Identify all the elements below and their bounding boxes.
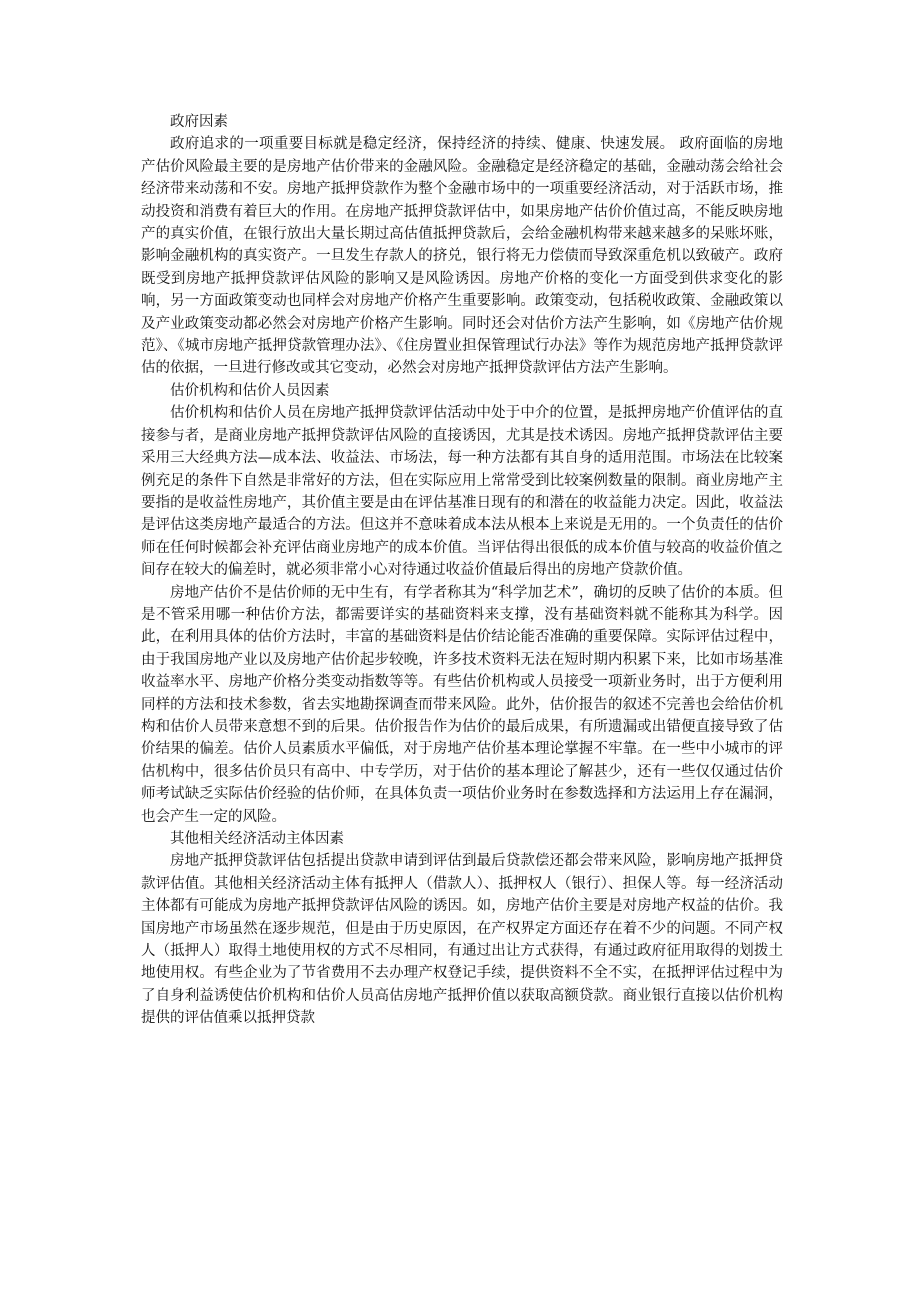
- section-other-entities: [141, 828, 783, 1030]
- paragraph: 房地产抵押贷款评估包括提出贷款申请到评估到最后贷款偿还都会带来风险，影响房地产抵押贷款评估值。其他相关经济活动主体有抵押人（借款人）、抵押权人（银行）、担保人等。每一经济活动主体都有可能成为房地产抵押贷款评估风险的诱因。如，房地产估价主要是对房地产权益的估价。我国房地产市场虽然在逐步规范，但是由于历史原因，在产权界定方面还存在着不少的问题。不同产权人（抵押人）取得土地使用权的方式不尽相同，有通过出让方式获得，有通过政府征用取得的划拨土地使用权。有些企业为了节省费用不去办理产权登记手续，提供资料不全不实，在抵押评估过程中为了自身利益诱使估价机构和估价人员高估房地产抵押价值以获取高额贷款。商业银行直接以估价机构提供的评估值乘以抵押贷款: [141, 853, 783, 1027]
- paragraph: 政府追求的一项重要目标就是稳定经济，保持经济的持续、健康、快速发展。 政府面临的房地产估价风险最主要的是房地产估价带来的金融风险。金融稳定是经济稳定的基础，金融动荡会给社会经济带来动荡和不安。房地产抵押贷款作为整个金融市场中的一项重要经济活动，对于活跃市场，推动投资和消费有着巨大的作用。在房地产抵押贷款评估中，如果房地产估价价值过高，不能反映房地产的真实价值，在银行放出大量长期过高估值抵押贷款后，会给金融机构带来越来越多的呆账坏账，影响金融机构的真实资产。一旦发生存款人的挤兑，银行将无力偿债而导致深重危机以致破产。政府既受到房地产抵押贷款评估风险的影响又是风险诱因。房地产价格的变化一方面受到供求变化的影响，另一方面政策变动也同样会对房地产价格产生重要影响。政策变动，包括税收政策、金融政策以及产业政策变动都必然会对房地产价格产生影响。同时还会对估价方法产生影响，如《房地产估价规范》、《城市房地产抵押贷款管理办法》、《住房置业担保管理试行办法》等作为规范房地产抵押贷款评估的依据，一旦进行修改或其它变动，必然会对房地产抵押贷款评估方法产生影响。: [141, 136, 783, 377]
- paragraph: 估价机构和估价人员在房地产抵押贷款评估活动中处于中介的位置，是抵押房地产价值评估的直接参与者，是商业房地产抵押贷款评估风险的直接诱因，尤其是技术诱因。房地产抵押贷款评估主要采用三大经典方法—成本法、收益法、市场法，每一种方法都有其自身的适用范围。市场法在比较案例充足的条件下自然是非常好的方法，但在实际应用上常常受到比较案例数量的限制。商业房地产主要指的是收益性房地产，其价值主要是由在评估基准日现有的和潜在的收益能力决定。因此，收益法是评估这类房地产最适合的方法。但这并不意味着成本法从根本上来说是无用的。一个负责任的估价师在任何时候都会补充评估商业房地产的成本价值。当评估得出很低的成本价值与较高的收益价值之间存在较大的偏差时，就必须非常小心对待通过收益价值最后得出的房地产贷款价值。: [141, 405, 783, 579]
- section-government: [141, 111, 783, 380]
- document-body: [141, 111, 783, 1030]
- section-heading: 政府因素: [170, 114, 228, 130]
- section-heading: 其他相关经济活动主体因素: [170, 831, 344, 847]
- section-appraisal-agency: [141, 380, 783, 828]
- section-heading: 估价机构和估价人员因素: [170, 382, 330, 399]
- paragraph: 房地产估价不是估价师的无中生有，有学者称其为“科学加艺术”，确切的反映了估价的本质。但是不管采用哪一种估价方法，都需要详实的基础资料来支撑，没有基础资料就不能称其为科学。因此，在利用具体的估价方法时，丰富的基础资料是估价结论能否准确的重要保障。实际评估过程中，由于我国房地产业以及房地产估价起步较晚，许多技术资料无法在短时期内积累下来，比如市场基准收益率水平、房地产价格分类变动指数等等。有些估价机构或人员接受一项新业务时，出于方便利用同样的方法和技术参数，省去实地勘探调查而带来风险。此外，估价报告的叙述不完善也会给估价机构和估价人员带来意想不到的后果。估价报告作为估价的最后成果，有所遗漏或出错便直接导致了估价结果的偏差。估价人员素质水平偏低，对于房地产估价基本理论掌握不牢靠。在一些中小城市的评估机构中，很多估价员只有高中、中专学历，对于估价的基本理论了解甚少，还有一些仅仅通过估价师考试缺乏实际估价经验的估价师，在具体负责一项估价业务时在参数选择和方法运用上存在漏洞，也会产生一定的风险。: [141, 584, 783, 825]
